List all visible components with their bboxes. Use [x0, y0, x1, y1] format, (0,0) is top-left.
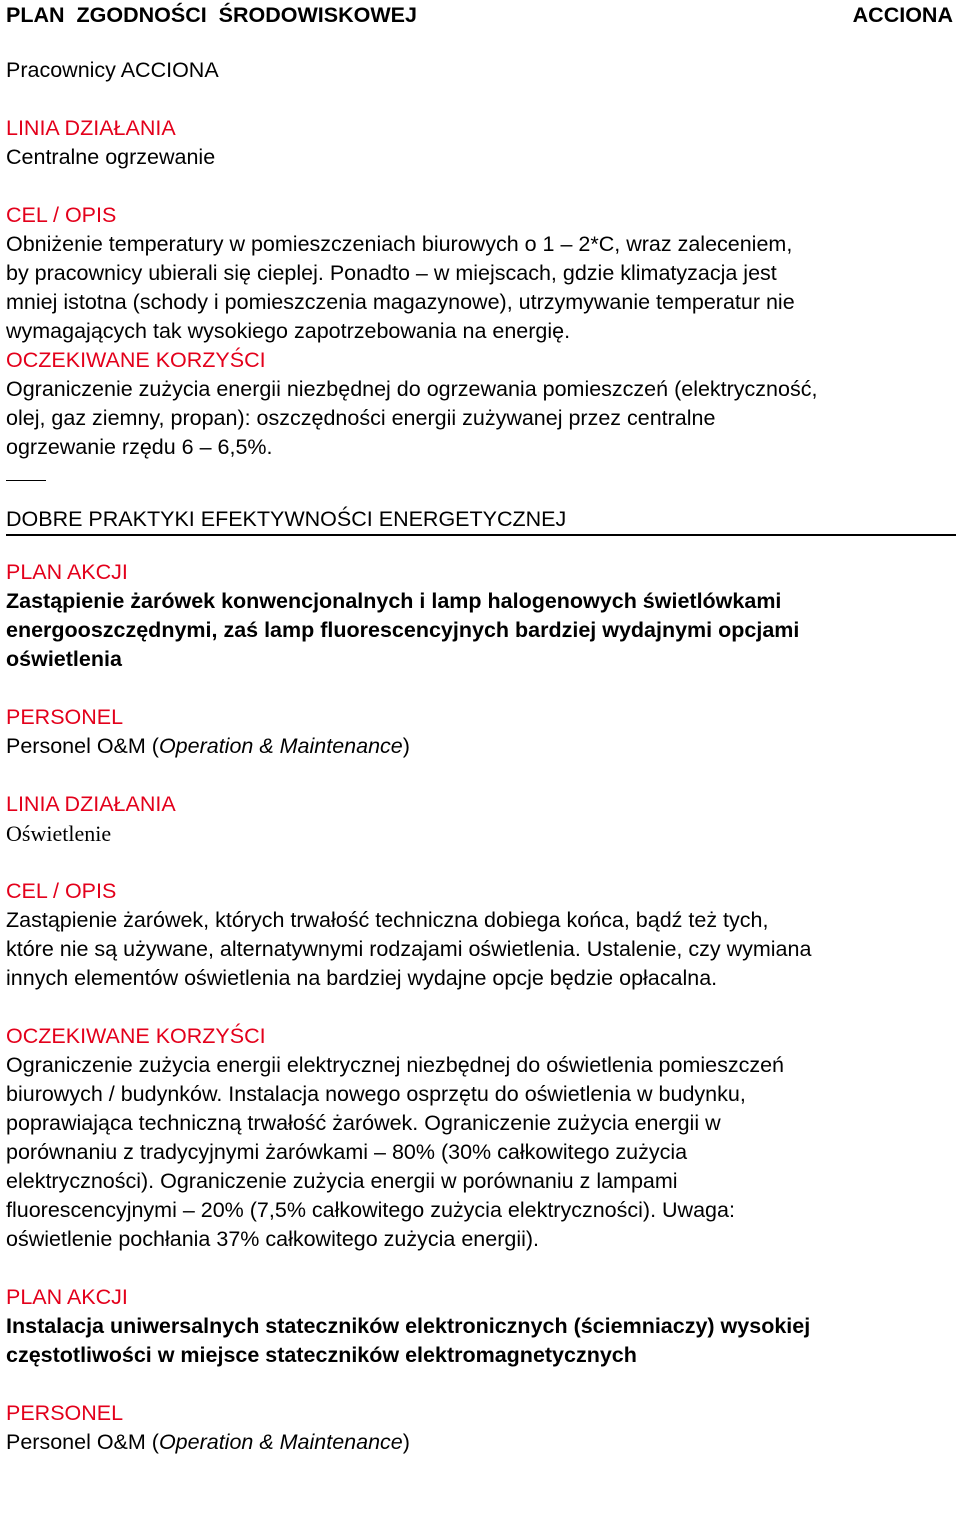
staff-value-italic: Operation & Maintenance	[158, 734, 403, 758]
benefits-line: poprawiająca techniczną trwałość żarówek. Ograniczenie zużycia energii w	[6, 1111, 721, 1135]
goal-line: Zastąpienie żarówek, których trwałość techniczna dobiega końca, bądź też tych,	[6, 908, 769, 932]
benefits-line: fluorescencyjnymi – 20% (7,5% całkowitego zużycia elektryczności). Uwaga:	[6, 1198, 735, 1222]
benefits-description-2	[6, 1051, 956, 1254]
action-plan-text-2	[6, 1312, 956, 1370]
benefits-line: Ograniczenie zużycia energii niezbędnej do ogrzewania pomieszczeń (elektryczność,	[6, 377, 818, 401]
goal-label-2: CEL / OPIS	[6, 879, 117, 903]
audience-text: Pracownicy ACCIONA	[6, 58, 219, 82]
action-plan-label: PLAN AKCJI	[6, 560, 128, 584]
goal-line: Obniżenie temperatury w pomieszczeniach biurowych o 1 – 2*C, wraz zaleceniem,	[6, 232, 793, 256]
action-plan-line: częstotliwości w miejsce stateczników elektromagnetycznych	[6, 1343, 637, 1367]
staff-value	[6, 732, 956, 761]
section-title: DOBRE PRAKTYKI EFEKTYWNOŚCI ENERGETYCZNEJ	[6, 505, 956, 536]
benefits-line: biurowych / budynków. Instalacja nowego osprzętu do oświetlenia w budynku,	[6, 1082, 746, 1106]
staff-value-suffix: )	[402, 1430, 410, 1454]
goal-line: by pracownicy ubierali się cieplej. Ponadto – w miejscach, gdzie klimatyzacja jest	[6, 261, 777, 285]
action-plan-line: Zastąpienie żarówek konwencjonalnych i lamp halogenowych świetlówkami	[6, 589, 782, 613]
goal-line: mniej istotna (schody i pomieszczenia magazynowe), utrzymywanie temperatur nie	[6, 290, 795, 314]
document-page	[6, 0, 956, 1457]
staff-value-2	[6, 1428, 956, 1457]
document-title: PLAN ZGODNOŚCI ŚRODOWISKOWEJ	[6, 3, 417, 27]
action-plan-label-2: PLAN AKCJI	[6, 1285, 128, 1309]
separator-dash	[6, 480, 46, 481]
benefits-line: olej, gaz ziemny, propan): oszczędności energii zużywanej przez centralne	[6, 406, 716, 430]
benefits-line: elektryczności). Ograniczenie zużycia energii w porównaniu z lampami	[6, 1169, 678, 1193]
goal-description	[6, 230, 956, 346]
goal-line: które nie są używane, alternatywnymi rodzajami oświetlenia. Ustalenie, czy wymiana	[6, 937, 812, 961]
staff-label: PERSONEL	[6, 705, 124, 729]
benefits-line: porównaniu z tradycyjnymi żarówkami – 80% (30% całkowitego zużycia	[6, 1140, 688, 1164]
action-plan-text	[6, 587, 956, 674]
staff-value-prefix: Personel O&M (	[6, 1430, 159, 1454]
benefits-label: OCZEKIWANE KORZYŚCI	[6, 348, 266, 372]
goal-label: CEL / OPIS	[6, 203, 117, 227]
benefits-label-2: OCZEKIWANE KORZYŚCI	[6, 1024, 266, 1048]
action-line-value: Centralne ogrzewanie	[6, 145, 216, 169]
action-line-label: LINIA DZIAŁANIA	[6, 116, 176, 140]
staff-value-suffix: )	[402, 734, 410, 758]
staff-label-2: PERSONEL	[6, 1401, 124, 1425]
benefits-line: ogrzewanie rzędu 6 – 6,5%.	[6, 435, 273, 459]
goal-description-2	[6, 906, 956, 993]
action-line-value-2: Oświetlenie	[6, 821, 112, 846]
benefits-line: Ograniczenie zużycia energii elektrycznej niezbędnej do oświetlenia pomieszczeń	[6, 1053, 784, 1077]
goal-line: innych elementów oświetlenia na bardziej wydajne opcje będzie opłacalna.	[6, 966, 718, 990]
goal-line: wymagających tak wysokiego zapotrzebowania na energię.	[6, 319, 571, 343]
document-header	[6, 0, 956, 34]
staff-value-italic: Operation & Maintenance	[158, 1430, 403, 1454]
action-plan-line: energooszczędnymi, zaś lamp fluorescencyjnych bardziej wydajnymi opcjami	[6, 618, 800, 642]
staff-value-prefix: Personel O&M (	[6, 734, 159, 758]
action-line-label-2: LINIA DZIAŁANIA	[6, 792, 176, 816]
action-plan-line: oświetlenia	[6, 647, 122, 671]
benefits-line: oświetlenie pochłania 37% całkowitego zużycia energii).	[6, 1227, 540, 1251]
benefits-description	[6, 375, 956, 462]
brand-name: ACCIONA	[852, 3, 953, 27]
action-plan-line: Instalacja uniwersalnych stateczników elektronicznych (ściemniaczy) wysokiej	[6, 1314, 811, 1338]
